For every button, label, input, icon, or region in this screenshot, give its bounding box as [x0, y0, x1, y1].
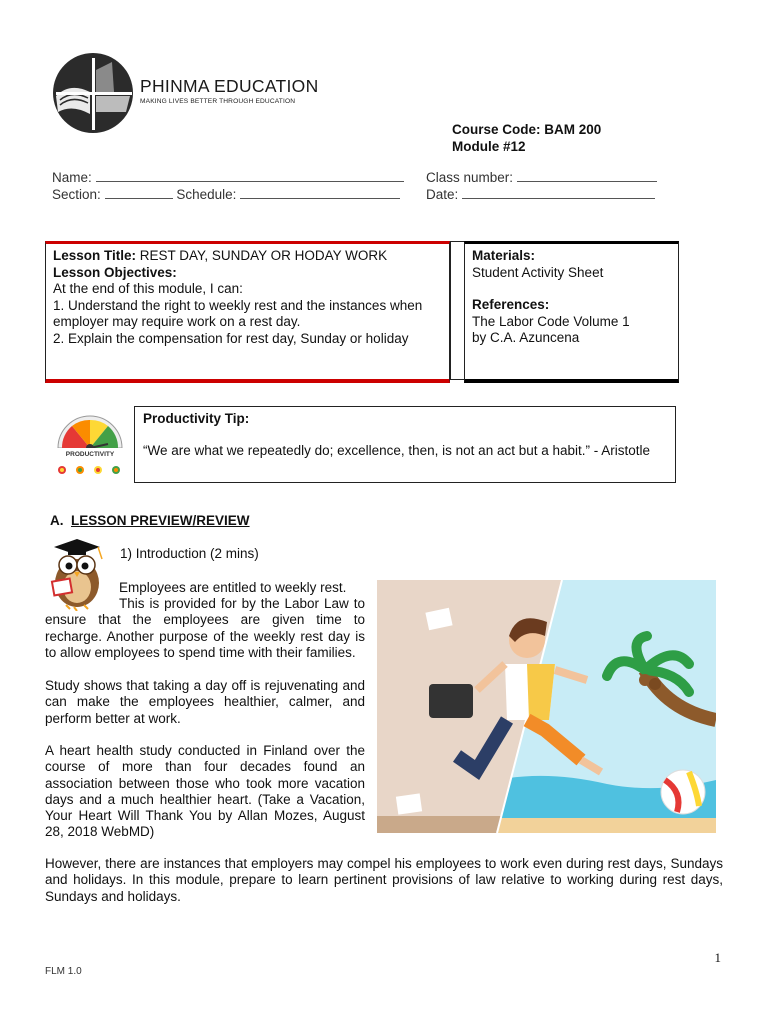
- work-vacation-illustration: [377, 580, 716, 833]
- date-label: Date:: [426, 187, 459, 202]
- productivity-gauge-icon: [52, 408, 128, 480]
- objectives-label: Lesson Objectives:: [53, 264, 177, 280]
- course-info: [452, 121, 601, 155]
- class-number-line: [426, 170, 657, 185]
- tip-title: Productivity Tip:: [143, 411, 250, 426]
- section-field[interactable]: [105, 187, 173, 199]
- references-line-2: by C.A. Azuncena: [472, 330, 580, 345]
- tip-quote: “We are what we repeatedly do; excellence, then, is not an act but a habit.” - Aristotle: [143, 443, 651, 458]
- date-field[interactable]: [462, 187, 655, 199]
- lesson-title: Lesson Title: REST DAY, SUNDAY OR HODAY WORK: [53, 248, 388, 263]
- paragraph-1-first-line: Employees are entitled to weekly rest.: [119, 580, 347, 595]
- materials-box: [464, 241, 679, 383]
- date-line: [426, 187, 655, 202]
- objective-1: 1. Understand the right to weekly rest and the instances when employer may require work on a rest day.: [53, 297, 423, 329]
- brand-tagline: MAKING LIVES BETTER THROUGH EDUCATION: [140, 98, 296, 105]
- productivity-tip-box: [134, 406, 676, 483]
- footer-code: FLM 1.0: [45, 966, 82, 977]
- class-number-field[interactable]: [517, 170, 657, 182]
- references-line-1: The Labor Code Volume 1: [472, 313, 630, 329]
- lesson-box: [45, 241, 450, 383]
- name-line: [52, 170, 404, 185]
- divider-box: [450, 241, 465, 380]
- paragraph-2: Study shows that taking a day off is rejuvenating and can make the employees healthier, calmer, and perform better at work.: [45, 678, 365, 726]
- paragraph-3: A heart health study conducted in Finland over the course of more than four decades found an association between those who took more vacation days and a much healthier heart. (Take a Vacation, Your Heart Will Thank You by Allan Mozes, August 28, 2018 WebMD): [45, 743, 365, 840]
- materials-value: Student Activity Sheet: [472, 264, 604, 280]
- schedule-label: Schedule:: [176, 187, 237, 202]
- module-number: Module #12: [452, 139, 526, 154]
- materials-label: Materials:: [472, 248, 536, 263]
- course-code: Course Code: BAM 200: [452, 122, 602, 137]
- class-number-label: Class number:: [426, 170, 514, 185]
- page-number: 1: [714, 950, 721, 965]
- references-label: References:: [472, 297, 550, 312]
- paragraph-1: This is provided for by the Labor Law to ensure that the employees are given time to recharge. Another purpose of the weekly rest day is to allow employees to spend time with their families.: [45, 596, 365, 660]
- schedule-field[interactable]: [240, 187, 400, 199]
- intro-heading: 1) Introduction (2 mins): [120, 546, 259, 561]
- section-line: [52, 187, 400, 202]
- section-heading: A. LESSON PREVIEW/REVIEW: [50, 513, 250, 528]
- objectives-intro: At the end of this module, I can:: [53, 281, 243, 296]
- name-field[interactable]: [96, 170, 404, 182]
- section-label: Section:: [52, 187, 101, 202]
- gauge-label: PRODUCTIVITY: [65, 451, 115, 458]
- phinma-logo-icon: [52, 52, 134, 134]
- name-label: Name:: [52, 170, 92, 185]
- section-title: LESSON PREVIEW/REVIEW: [71, 513, 250, 528]
- objective-2: 2. Explain the compensation for rest day, Sunday or holiday: [53, 330, 409, 346]
- paragraph-4: However, there are instances that employers may compel his employees to work even during rest days, Sundays and holidays. In this module, prepare to learn pertinent provisions of law relative to working during rest days, Sundays and holidays.: [45, 856, 723, 904]
- brand-name: PHINMA EDUCATION: [140, 76, 319, 96]
